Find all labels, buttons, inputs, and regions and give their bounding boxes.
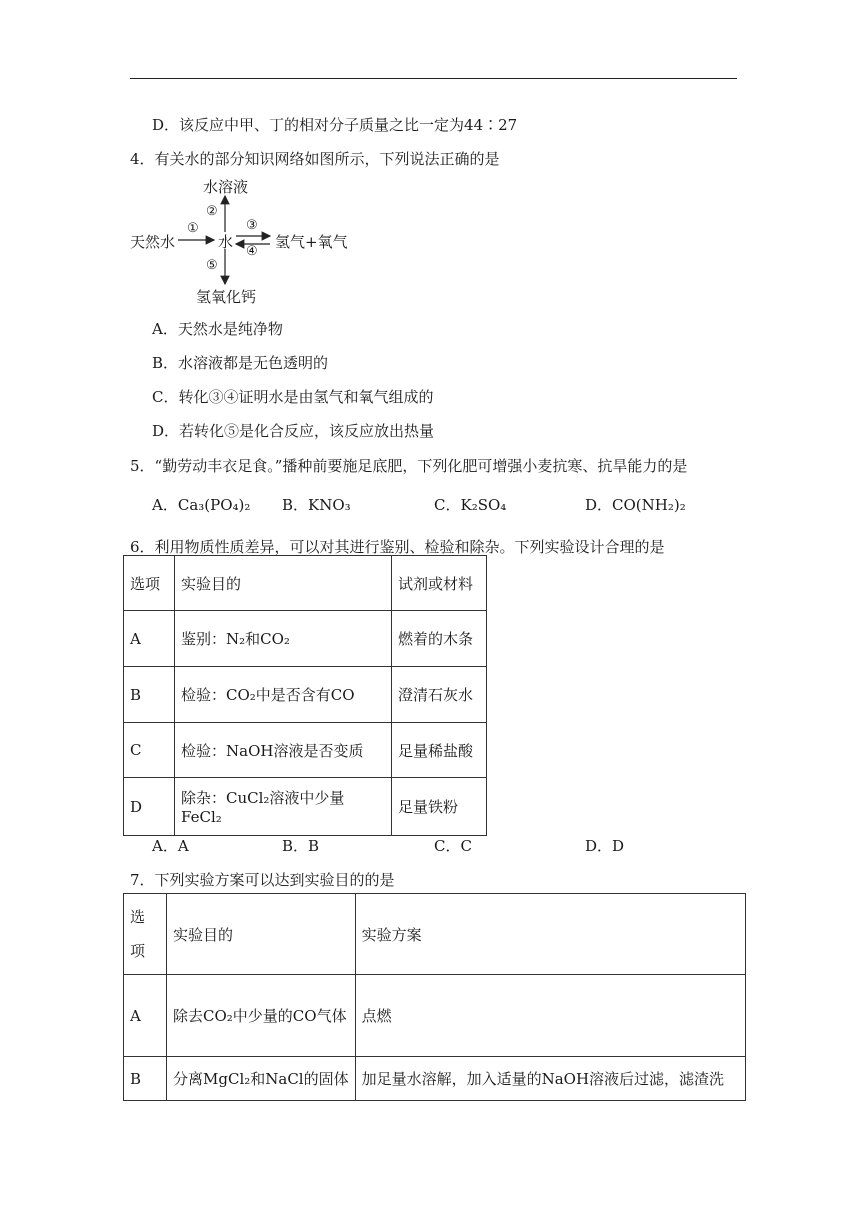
table-cell: 除去CO₂中少量的CO气体 bbox=[167, 975, 356, 1057]
q4-option-d: D．若转化⑤是化合反应，该反应放出热量 bbox=[152, 422, 435, 440]
arrow-4-label: ④ bbox=[246, 244, 258, 259]
arrow-3-label: ③ bbox=[246, 218, 258, 233]
q5-c-formula: K₂SO₄ bbox=[460, 496, 507, 514]
q4-option-a: A．天然水是纯净物 bbox=[152, 320, 283, 338]
water-network-diagram bbox=[130, 172, 360, 308]
q5-c-label: C． bbox=[434, 496, 461, 514]
q5-option-a bbox=[152, 494, 250, 515]
q6-stem: 6．利用物质性质差异，可以对其进行鉴别、检验和除杂。下列实验设计合理的是 bbox=[130, 538, 665, 556]
table-row bbox=[124, 667, 487, 723]
table-row bbox=[124, 1057, 746, 1101]
q3-option-d: D．该反应中甲、丁的相对分子质量之比一定为44∶27 bbox=[152, 116, 518, 134]
table-cell: 加足量水溶解，加入适量的NaOH溶液后过滤，滤渣洗 bbox=[355, 1057, 745, 1101]
table-cell: B bbox=[124, 667, 175, 723]
q6-answer-c: C．C bbox=[434, 837, 472, 855]
table-cell: 足量铁粉 bbox=[392, 778, 487, 836]
table-row bbox=[124, 723, 487, 778]
table-row bbox=[124, 975, 746, 1057]
table-cell: 澄清石灰水 bbox=[392, 667, 487, 723]
q5-a-formula: Ca₃(PO₄)₂ bbox=[177, 496, 251, 514]
table-cell: A bbox=[124, 611, 175, 667]
arrow-2-label: ② bbox=[206, 204, 218, 219]
diagram-bottom-label: 氢氧化钙 bbox=[196, 288, 257, 306]
header-cell: 选项 bbox=[124, 556, 175, 611]
table-cell: 检验：CO₂中是否含有CO bbox=[175, 667, 392, 723]
table-cell: D bbox=[124, 778, 175, 836]
table-cell: C bbox=[124, 723, 175, 778]
header-cell: 实验方案 bbox=[355, 894, 745, 975]
q4-stem: 4．有关水的部分知识网络如图所示，下列说法正确的是 bbox=[130, 150, 500, 168]
q5-option-b bbox=[282, 494, 351, 515]
diagram-right-label: 氢气+氧气 bbox=[275, 233, 348, 251]
arrow-1-label: ① bbox=[187, 221, 199, 236]
table-header-row bbox=[124, 894, 746, 975]
header-cell: 选项 bbox=[124, 894, 167, 975]
table-cell: 燃着的木条 bbox=[392, 611, 487, 667]
q5-d-label: D． bbox=[585, 496, 613, 514]
table-header-row bbox=[124, 556, 487, 611]
q4-option-b: B．水溶液都是无色透明的 bbox=[152, 354, 329, 372]
table-cell: A bbox=[124, 975, 167, 1057]
table-cell: 点燃 bbox=[355, 975, 745, 1057]
table-cell: 除杂：CuCl₂溶液中少量FeCl₂ bbox=[175, 778, 392, 836]
q4-option-c: C．转化③④证明水是由氢气和氧气组成的 bbox=[152, 388, 434, 406]
q5-a-label: A． bbox=[152, 496, 178, 514]
table-row bbox=[124, 778, 487, 836]
header-cell: 实验目的 bbox=[175, 556, 392, 611]
q5-b-label: B． bbox=[282, 496, 309, 514]
q6-table bbox=[123, 555, 487, 836]
diagram-left-label: 天然水 bbox=[130, 233, 176, 251]
table-cell: 足量稀盐酸 bbox=[392, 723, 487, 778]
table-cell: 检验：NaOH溶液是否变质 bbox=[175, 723, 392, 778]
diagram-center-label: 水 bbox=[218, 233, 234, 251]
q5-d-formula: CO(NH₂)₂ bbox=[612, 496, 686, 514]
table-cell: 鉴别：N₂和CO₂ bbox=[175, 611, 392, 667]
q6-answer-d: D．D bbox=[585, 837, 625, 855]
table-cell: 分离MgCl₂和NaCl的固体 bbox=[167, 1057, 356, 1101]
q5-option-d bbox=[585, 494, 686, 515]
q7-table bbox=[123, 893, 746, 1101]
q6-answer-b: B．B bbox=[282, 837, 320, 855]
header-cell: 实验目的 bbox=[167, 894, 356, 975]
table-row bbox=[124, 611, 487, 667]
diagram-top-label: 水溶液 bbox=[203, 178, 249, 196]
q5-option-c bbox=[434, 494, 506, 515]
arrow-5-label: ⑤ bbox=[206, 258, 218, 273]
q6-answer-a: A．A bbox=[152, 837, 189, 855]
table-cell: B bbox=[124, 1057, 167, 1101]
q7-stem: 7．下列实验方案可以达到实验目的的是 bbox=[130, 871, 395, 889]
top-rule bbox=[130, 78, 737, 79]
q5-b-formula: KNO₃ bbox=[308, 496, 351, 514]
q5-stem: 5．“勤劳动丰衣足食。”播种前要施足底肥，下列化肥可增强小麦抗寒、抗旱能力的是 bbox=[130, 457, 688, 475]
header-cell: 试剂或材料 bbox=[392, 556, 487, 611]
